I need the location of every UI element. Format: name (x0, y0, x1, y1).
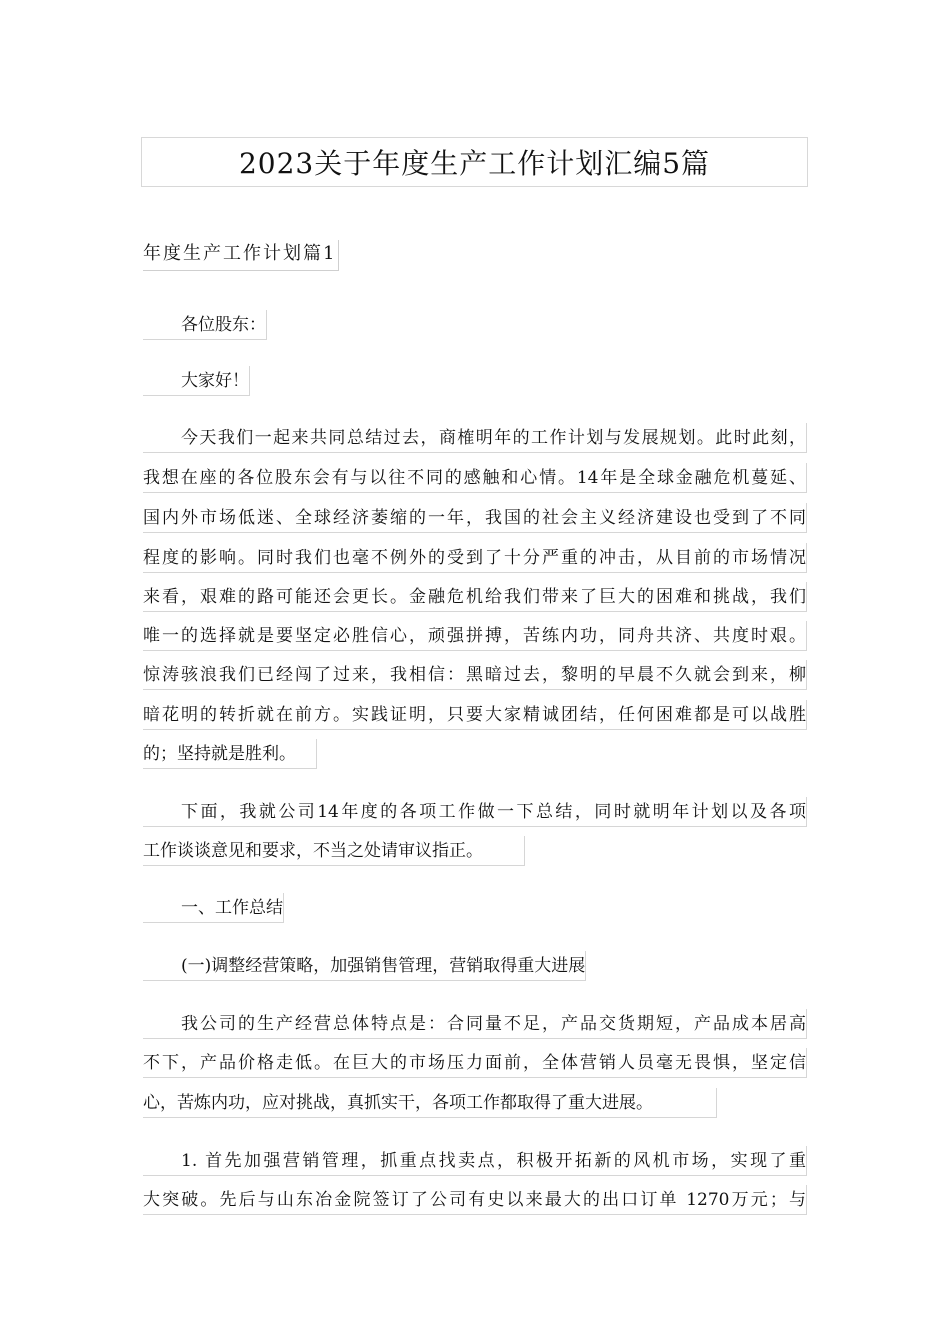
paragraph-heading: 一、工作总结 (143, 893, 284, 923)
paragraph-line: 我想在座的各位股东会有与以往不同的感触和心情。14年是全球金融危机蔓延、 (143, 463, 807, 493)
paragraph-line: 今天我们一起来共同总结过去，商榷明年的工作计划与发展规划。此时此刻， (143, 423, 807, 453)
paragraph-line: 暗花明的转折就在前方。实践证明，只要大家精诚团结，任何困难都是可以战胜 (143, 700, 807, 730)
paragraph-line: 唯一的选择就是要坚定必胜信心，顽强拼搏，苦练内功，同舟共济、共度时艰。 (143, 621, 807, 651)
paragraph-line: 的；坚持就是胜利。 (143, 739, 317, 769)
paragraph-line: 1. 首先加强营销管理，抓重点找卖点，积极开拓新的风机市场，实现了重 (143, 1146, 807, 1176)
paragraph-line: 惊涛骇浪我们已经闯了过来，我相信：黑暗过去，黎明的早晨不久就会到来，柳 (143, 660, 807, 690)
paragraph-line: 不下，产品价格走低。在巨大的市场压力面前，全体营销人员毫无畏惧，坚定信 (143, 1048, 807, 1078)
paragraph-heading: (一)调整经营策略，加强销售管理，营销取得重大进展 (143, 951, 586, 981)
paragraph-line: 各位股东： (143, 310, 267, 340)
paragraph-line: 大突破。先后与山东冶金院签订了公司有史以来最大的出口订单 1270万元；与 (143, 1185, 807, 1215)
paragraph-line: 下面，我就公司14年度的各项工作做一下总结，同时就明年计划以及各项 (143, 797, 807, 827)
paragraph-line: 心，苦炼内功，应对挑战，真抓实干，各项工作都取得了重大进展。 (143, 1088, 717, 1118)
paragraph-line: 程度的影响。同时我们也毫不例外的受到了十分严重的冲击，从目前的市场情况 (143, 543, 807, 573)
document-title: 2023关于年度生产工作计划汇编5篇 (141, 137, 808, 187)
paragraph-line: 来看，艰难的路可能还会更长。金融危机给我们带来了巨大的困难和挑战，我们 (143, 582, 807, 612)
section-title: 年度生产工作计划篇1 (143, 240, 339, 271)
paragraph-line: 我公司的生产经营总体特点是：合同量不足，产品交货期短，产品成本居高 (143, 1009, 807, 1039)
paragraph-line: 工作谈谈意见和要求，不当之处请审议指正。 (143, 836, 525, 866)
paragraph-line: 大家好！ (143, 366, 250, 396)
paragraph-line: 国内外市场低迷、全球经济萎缩的一年，我国的社会主义经济建设也受到了不同 (143, 503, 807, 533)
